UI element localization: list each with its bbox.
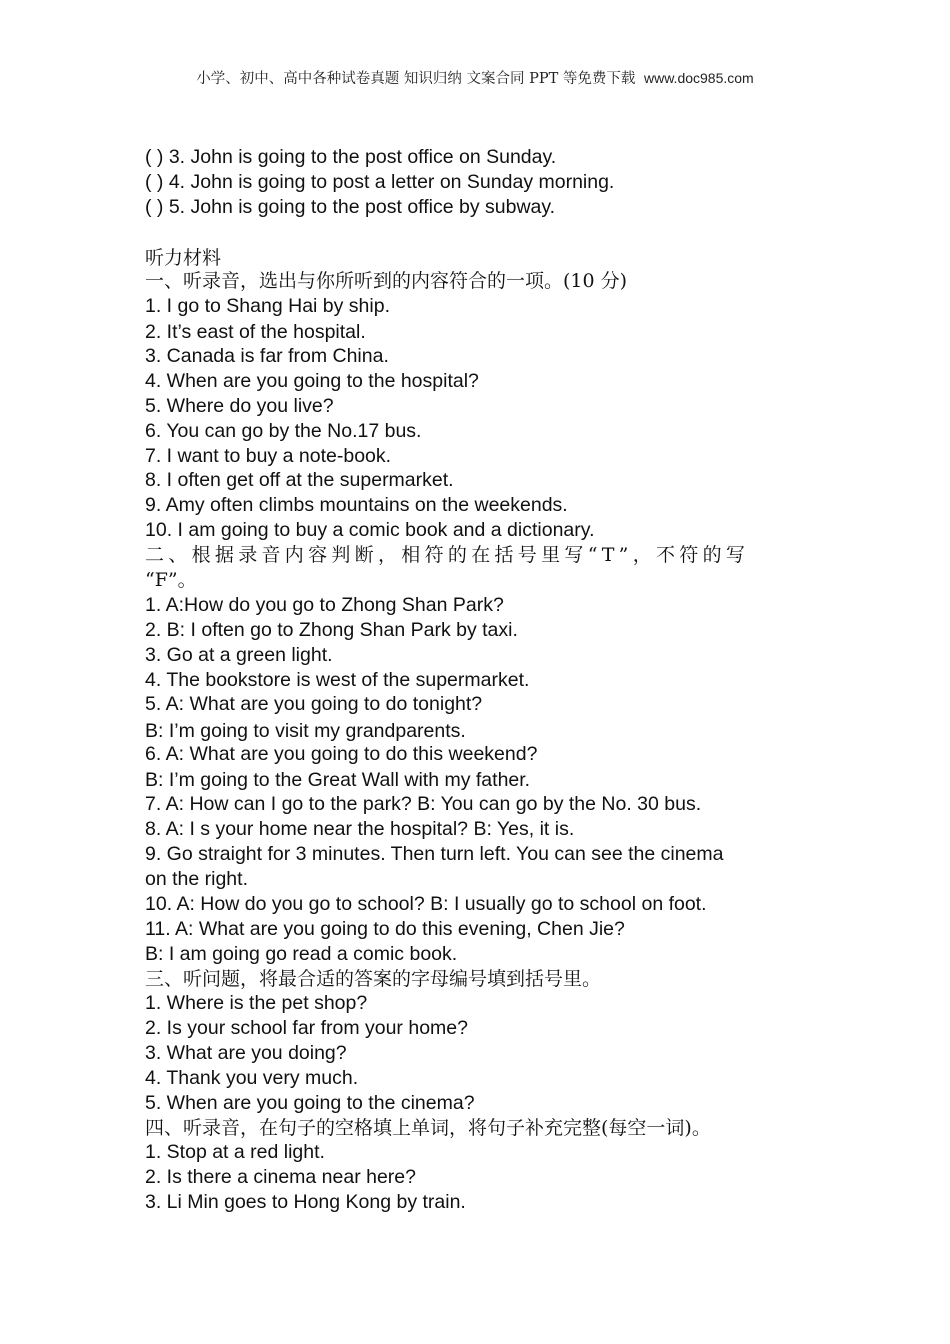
part2-line: 5. A: What are you going to do tonight? — [145, 693, 483, 715]
part4-line: 3. Li Min goes to Hong Kong by train. — [145, 1191, 466, 1213]
part3-line: 4. Thank you very much. — [145, 1067, 359, 1089]
part2-line: 2. B: I often go to Zhong Shan Park by taxi. — [145, 619, 518, 641]
part1-line: 1. I go to Shang Hai by ship. — [145, 295, 390, 317]
part3-line: 1. Where is the pet shop? — [145, 992, 368, 1014]
header-url-link[interactable]: www.doc985.com — [644, 70, 754, 86]
part2-line: B: I am going go read a comic book. — [145, 943, 458, 965]
part2-line: 6. A: What are you going to do this weekend? — [145, 743, 538, 765]
part4-line: 1. Stop at a red light. — [145, 1141, 325, 1163]
part1-line: 5. Where do you live? — [145, 395, 334, 417]
part2-line: on the right. — [145, 868, 248, 890]
part1-line: 8. I often get off at the supermarket. — [145, 469, 454, 491]
part3-heading: 三、听问题，将最合适的答案的字母编号填到括号里。 — [145, 968, 602, 990]
part2-line: 9. Go straight for 3 minutes. Then turn left. You can see the cinema — [145, 843, 724, 865]
part1-line: 10. I am going to buy a comic book and a dictionary. — [145, 519, 595, 541]
part2-heading: 二、根据录音内容判断，相符的在括号里写“T”，不符的写 — [145, 544, 750, 566]
part1-line: 6. You can go by the No.17 bus. — [145, 420, 422, 442]
section-title: 听力材料 — [145, 247, 222, 269]
part2-line: 8. A: I s your home near the hospital? B: Yes, it is. — [145, 818, 575, 840]
part2-line: 1. A:How do you go to Zhong Shan Park? — [145, 594, 504, 616]
part3-line: 5. When are you going to the cinema? — [145, 1092, 475, 1114]
page-header — [0, 67, 950, 88]
part4-line: 2. Is there a cinema near here? — [145, 1166, 416, 1188]
exercise-item: ( ) 4. John is going to post a letter on Sunday morning. — [145, 171, 615, 193]
exercise-item: ( ) 5. John is going to the post office by subway. — [145, 196, 556, 218]
part2-line: B: I’m going to visit my grandparents. — [145, 720, 466, 742]
part1-line: 2. It’s east of the hospital. — [145, 321, 366, 343]
part2-line: B: I’m going to the Great Wall with my father. — [145, 769, 531, 791]
part3-line: 2. Is your school far from your home? — [145, 1017, 468, 1039]
part1-line: 9. Amy often climbs mountains on the weekends. — [145, 494, 568, 516]
part2-line: 10. A: How do you go to school? B: I usually go to school on foot. — [145, 893, 707, 915]
part1-line: 4. When are you going to the hospital? — [145, 370, 479, 392]
part2-line: 11. A: What are you going to do this evening, Chen Jie? — [145, 918, 625, 940]
part1-line: 7. I want to buy a note-book. — [145, 445, 392, 467]
part2-line: 3. Go at a green light. — [145, 644, 333, 666]
part2-heading-cont: “F”。 — [145, 569, 197, 591]
part3-line: 3. What are you doing? — [145, 1042, 347, 1064]
part1-heading: 一、听录音，选出与你所听到的内容符合的一项。(10 分) — [145, 270, 628, 292]
part4-heading: 四、听录音，在句子的空格填上单词，将句子补充完整(每空一词)。 — [145, 1117, 711, 1139]
part2-line: 7. A: How can I go to the park? B: You can go by the No. 30 bus. — [145, 793, 702, 815]
header-text: 小学、初中、高中各种试卷真题 知识归纳 文案合同 PPT 等免费下载 — [196, 71, 636, 87]
part1-line: 3. Canada is far from China. — [145, 345, 389, 367]
exercise-item: ( ) 3. John is going to the post office on Sunday. — [145, 146, 557, 168]
part2-line: 4. The bookstore is west of the supermarket. — [145, 669, 530, 691]
